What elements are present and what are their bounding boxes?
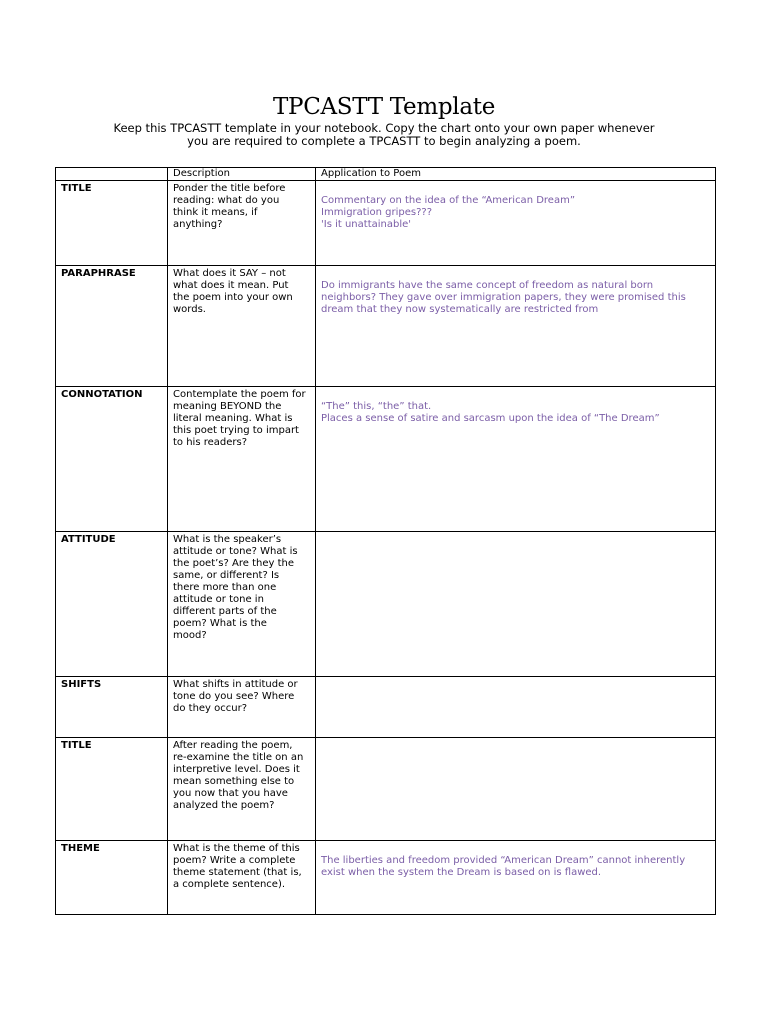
description-line: what does it mean. Put <box>173 280 289 291</box>
row-description <box>168 677 316 738</box>
row-application <box>316 181 716 266</box>
table-row <box>56 738 716 841</box>
row-description <box>168 738 316 841</box>
application-line: “The” this, “the” that. <box>321 401 432 412</box>
description-line: theme statement (that is, <box>173 867 302 878</box>
description-line: Ponder the title before <box>173 183 286 194</box>
description-line: do they occur? <box>173 703 248 714</box>
application-line: neighbors? They gave over immigration papers, they were promised this <box>321 292 686 303</box>
table-header-row <box>56 168 716 181</box>
row-description <box>168 387 316 532</box>
row-application <box>316 266 716 387</box>
table-row <box>56 181 716 266</box>
application-line: Commentary on the idea of the “American Dream” <box>321 195 575 206</box>
description-line: What does it SAY – not <box>173 268 286 279</box>
description-line: interpretive level. Does it <box>173 764 300 775</box>
application-line: Immigration gripes??? <box>321 207 433 218</box>
intro-line: you are required to complete a TPCASTT to begin analyzing a poem. <box>187 134 581 148</box>
tpcastt-table <box>55 167 716 915</box>
application-line: exist when the system the Dream is based on is flawed. <box>321 867 602 878</box>
header-cell-label <box>56 168 168 181</box>
description-line: the poem into your own <box>173 292 293 303</box>
row-label: SHIFTS <box>56 677 168 738</box>
description-line: words. <box>173 304 206 315</box>
description-line: reading: what do you <box>173 195 280 206</box>
description-line: Contemplate the poem for <box>173 389 306 400</box>
row-label: CONNOTATION <box>56 387 168 532</box>
row-label: PARAPHRASE <box>56 266 168 387</box>
table-row <box>56 387 716 532</box>
description-line: literal meaning. What is <box>173 413 293 424</box>
description-line: attitude or tone in <box>173 594 264 605</box>
application-line: 'Is it unattainable' <box>321 219 412 230</box>
description-line: think it means, if <box>173 207 258 218</box>
row-label: THEME <box>56 841 168 915</box>
intro-line: Keep this TPCASTT template in your notebook. Copy the chart onto your own paper whenever <box>113 121 655 135</box>
table-row <box>56 677 716 738</box>
description-line: analyzed the poem? <box>173 800 275 811</box>
row-description <box>168 841 316 915</box>
row-description <box>168 266 316 387</box>
description-line: meaning BEYOND the <box>173 401 282 412</box>
row-description <box>168 532 316 677</box>
description-line: mood? <box>173 630 207 641</box>
table-row <box>56 266 716 387</box>
description-line: anything? <box>173 219 223 230</box>
description-line: poem? What is the <box>173 618 267 629</box>
row-label: TITLE <box>56 738 168 841</box>
description-line: mean something else to <box>173 776 295 787</box>
application-line: Places a sense of satire and sarcasm upon the idea of “The Dream” <box>321 413 660 424</box>
description-line: different parts of the <box>173 606 277 617</box>
description-line: this poet trying to impart <box>173 425 299 436</box>
description-line: What is the theme of this <box>173 843 300 854</box>
table-row <box>56 532 716 677</box>
row-application <box>316 738 716 841</box>
description-line: tone do you see? Where <box>173 691 295 702</box>
description-line: to his readers? <box>173 437 248 448</box>
description-line: the poet’s? Are they the <box>173 558 294 569</box>
description-line: attitude or tone? What is <box>173 546 298 557</box>
row-application <box>316 841 716 915</box>
description-line: same, or different? Is <box>173 570 280 581</box>
description-line: poem? Write a complete <box>173 855 296 866</box>
description-line: What shifts in attitude or <box>173 679 298 690</box>
description-line: After reading the poem, <box>173 740 293 751</box>
table-row <box>56 841 716 915</box>
application-line: dream that they now systematically are restricted from <box>321 304 599 315</box>
page-title: TPCASTT Template <box>272 94 496 120</box>
description-line: you now that you have <box>173 788 288 799</box>
row-application <box>316 677 716 738</box>
application-line: The liberties and freedom provided “American Dream” cannot inherently <box>321 855 686 866</box>
header-cell-application: Application to Poem <box>316 168 716 181</box>
intro-text <box>96 122 672 148</box>
description-line: re-examine the title on an <box>173 752 304 763</box>
row-application <box>316 387 716 532</box>
description-line: there more than one <box>173 582 277 593</box>
row-label: ATTITUDE <box>56 532 168 677</box>
row-label: TITLE <box>56 181 168 266</box>
row-application <box>316 532 716 677</box>
row-description <box>168 181 316 266</box>
description-line: What is the speaker’s <box>173 534 282 545</box>
header-cell-description: Description <box>168 168 316 181</box>
application-line: Do immigrants have the same concept of freedom as natural born <box>321 280 654 291</box>
description-line: a complete sentence). <box>173 879 286 890</box>
